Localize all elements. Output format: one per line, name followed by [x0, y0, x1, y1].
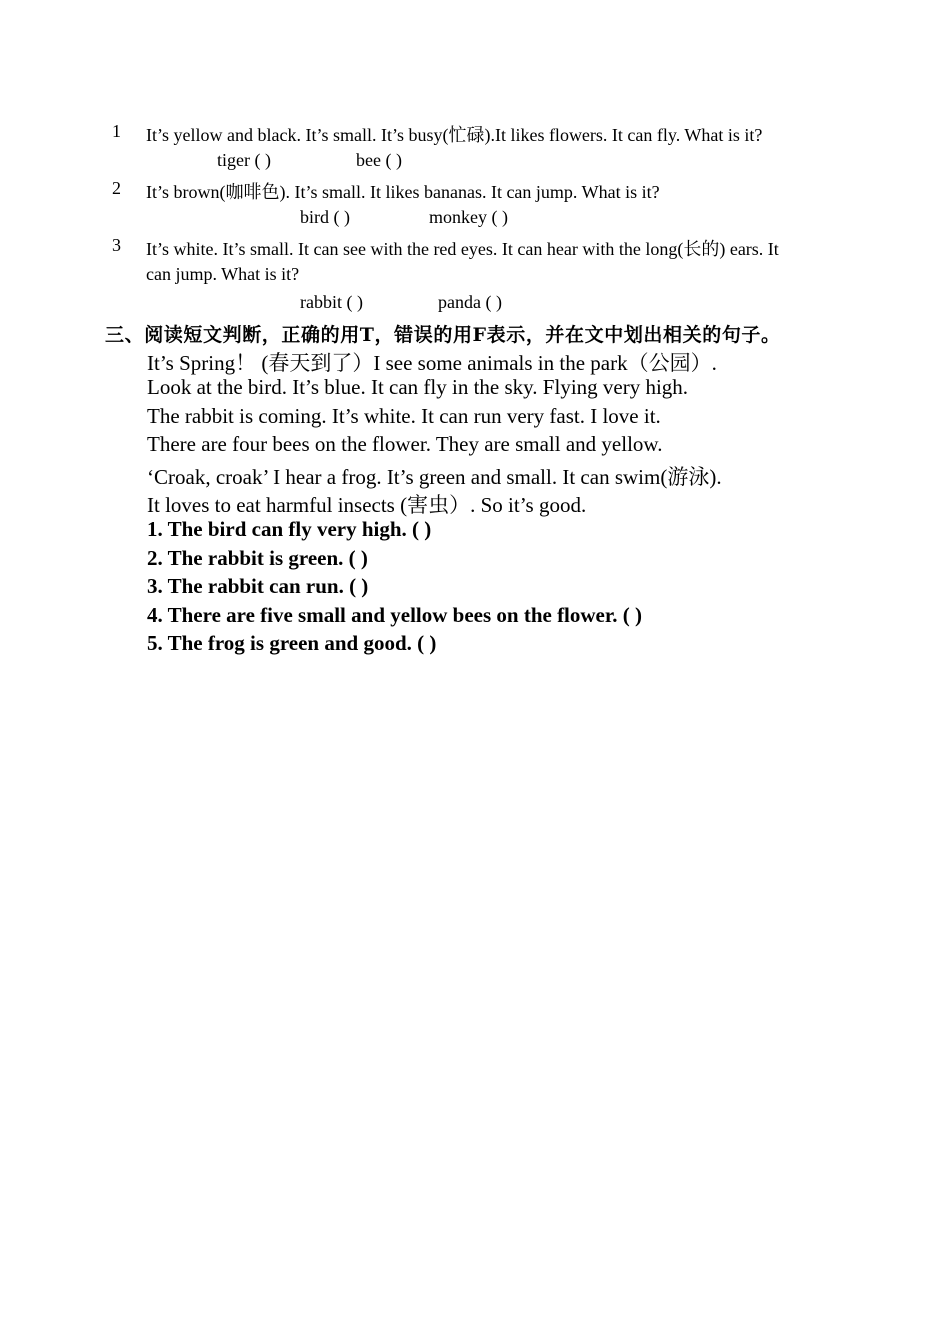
- judgement-statement: 1. The bird can fly very high. ( ): [147, 517, 432, 541]
- section-heading: 三、阅读短文判断，正确的用T，错误的用F表示，并在文中划出相关的句子。: [105, 324, 781, 346]
- question-text: It’s yellow and black. It’s small. It’s busy(忙碌).It likes flowers. It can fly. What is it?: [146, 125, 763, 145]
- question-number: 2: [112, 178, 121, 198]
- passage-line: It loves to eat harmful insects (害虫）. So it’s good.: [147, 493, 587, 517]
- question-text: It’s white. It’s small. It can see with the red eyes. It can hear with the long(长的) ears. It: [146, 239, 779, 259]
- answer-option: bee ( ): [356, 150, 402, 170]
- answer-option: monkey ( ): [429, 207, 508, 227]
- answer-option: tiger ( ): [217, 150, 271, 170]
- question-text: can jump. What is it?: [146, 264, 300, 284]
- judgement-statement: 5. The frog is green and good. ( ): [147, 631, 437, 655]
- answer-option: rabbit ( ): [300, 292, 363, 312]
- question-number: 3: [112, 235, 121, 255]
- passage-line: ‘Croak, croak’ I hear a frog. It’s green and small. It can swim(游泳).: [147, 465, 722, 489]
- judgement-statement: 3. The rabbit can run. ( ): [147, 574, 369, 598]
- judgement-statement: 4. There are five small and yellow bees on the flower. ( ): [147, 603, 643, 627]
- passage-line: The rabbit is coming. It’s white. It can run very fast. I love it.: [147, 404, 661, 428]
- passage-line: There are four bees on the flower. They are small and yellow.: [147, 432, 663, 456]
- passage-line: Look at the bird. It’s blue. It can fly in the sky. Flying very high.: [147, 375, 689, 399]
- question-text: It’s brown(咖啡色). It’s small. It likes bananas. It can jump. What is it?: [146, 182, 660, 202]
- passage-line: It’s Spring！ (春天到了）I see some animals in the park（公园）.: [147, 351, 717, 375]
- answer-option: bird ( ): [300, 207, 350, 227]
- question-number: 1: [112, 121, 121, 141]
- answer-option: panda ( ): [438, 292, 502, 312]
- judgement-statement: 2. The rabbit is green. ( ): [147, 546, 368, 570]
